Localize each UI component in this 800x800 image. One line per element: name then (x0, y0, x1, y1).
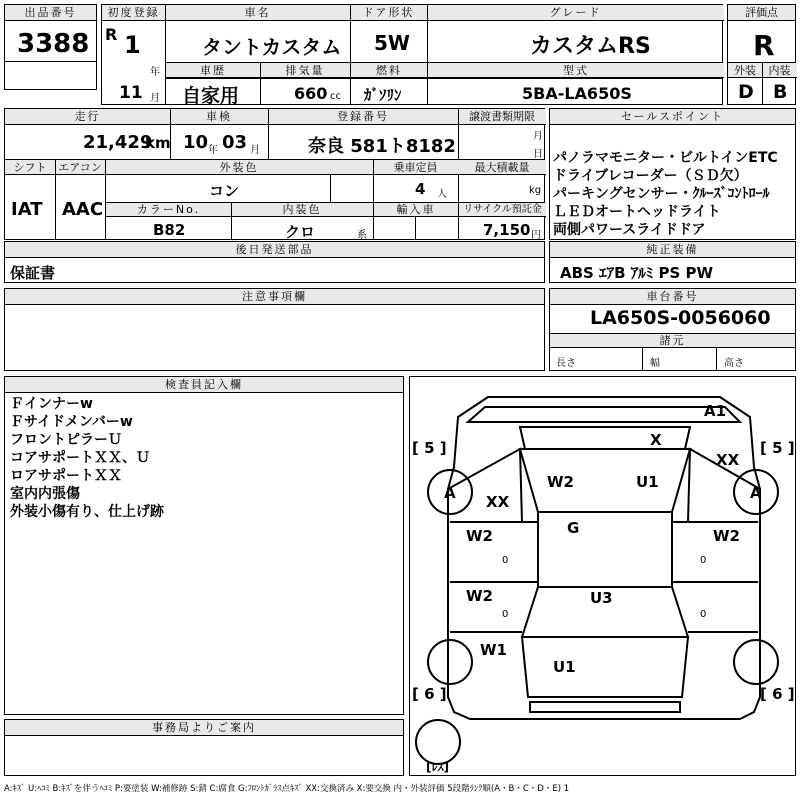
mark-rear-panel: U1 (553, 658, 576, 676)
max-load-label: 最大積載量 (458, 160, 546, 175)
inspector-line: コアサポートＸＸ、Ｕ (10, 450, 150, 466)
lot-number: 3388 (17, 29, 90, 59)
mark-left-front-wheel: A (444, 484, 456, 502)
mileage-value: 21,429 (83, 132, 153, 153)
color-no-value: B82 (153, 221, 186, 239)
capacity-value: 4 (415, 180, 426, 198)
later-parts-value: 保証書 (10, 264, 56, 282)
damage-diagram (409, 376, 796, 776)
vehicle-info-box (101, 4, 723, 105)
int-label: 内装 (762, 63, 797, 78)
tag-front-left: [ 5 ] (412, 439, 447, 457)
recycle-label: リサイクル預託金 (459, 203, 546, 217)
mark-windshield: X (650, 431, 662, 449)
dim-height: 高さ (724, 358, 744, 369)
model-name: タントカスタム (202, 35, 342, 59)
reg-label: 登録番号 (268, 109, 458, 125)
shift-value: IAT (11, 199, 43, 220)
inspector-line: Ｆサイドメンバーw (10, 414, 133, 430)
int-color-label: 内装色 (231, 203, 373, 217)
type-value: 5BA-LA650S (522, 84, 632, 103)
mark-roof-rear: U3 (590, 589, 613, 607)
ac-label: エアコン (55, 160, 105, 175)
insp-year: 10 (183, 132, 209, 153)
int-color-unit: 系 (357, 230, 367, 241)
inspector-line: フロントピラーＵ (10, 432, 122, 448)
recycle-unit: 円 (531, 230, 541, 241)
sales-point-item: 両側パワースライドドア (553, 222, 706, 238)
score-label: 評価点 (728, 5, 795, 21)
mark-left-rear-fender: W1 (480, 641, 507, 659)
inspector-notes (10, 395, 164, 521)
sales-point-item: パーキングセンサー・ｸﾙｰｽﾞｺﾝﾄﾛｰﾙ (553, 186, 770, 202)
mark-zero: 0 (502, 555, 509, 566)
mark-bonnet-left: W2 (547, 473, 574, 491)
mileage-unit: km (145, 134, 171, 152)
capacity-label: 乗車定員 (373, 160, 458, 175)
first-reg-year: 1 (124, 31, 141, 59)
inspector-line: Ｆインナーw (10, 396, 93, 412)
sales-points-label: セールスポイント (550, 109, 795, 125)
history-label: 車歴 (166, 63, 260, 78)
capacity-unit: 人 (437, 189, 447, 200)
tag-rear-left: [ 6 ] (412, 685, 447, 703)
mark-left-front-door: W2 (466, 527, 493, 545)
mark-zero: 0 (700, 609, 707, 620)
tag-front-right: [ 5 ] (760, 439, 795, 457)
mark-zero: 0 (700, 555, 707, 566)
doors-value: 5W (374, 31, 410, 55)
fuel-label: 燃料 (351, 63, 427, 78)
max-load-unit: kg (529, 185, 542, 196)
dim-width: 幅 (650, 358, 660, 369)
mark-bonnet-right: U1 (636, 473, 659, 491)
chassis-box (549, 288, 796, 371)
legend-text: A:ｷｽﾞ U:ﾍｺﾐ B:ｷｽﾞを伴うﾍｺﾐ P:要塗装 W:補修跡 S:錆 C:腐食 G:ﾌﾛﾝﾄｶﾞﾗｽ点ｷｽﾞ XX:交換済み X:要交換 内・外装評価 5段階ﾗﾝｸ順(A・B・C・D・E) 1 (4, 784, 570, 794)
score-box (727, 4, 796, 105)
sales-point-item: パノラマモニター・ビルトインETC (553, 150, 778, 166)
equipment-box (549, 241, 796, 283)
first-reg-month: 11 (119, 83, 143, 103)
recycle-value: 7,150 (483, 221, 531, 239)
transfer-label: 譲渡書類期限 (458, 109, 546, 125)
doors-label: ドア形状 (350, 5, 427, 21)
chassis-number: LA650S-0056060 (590, 307, 771, 329)
insp-month: 03 (222, 132, 248, 153)
mark-right-front-wheel: A (750, 484, 762, 502)
displacement-unit: cc (330, 91, 341, 102)
insp-year-unit: 年 (208, 145, 218, 156)
mark-right-fender: XX (716, 451, 740, 469)
insp-month-unit: 月 (250, 145, 260, 156)
sales-points-list (553, 149, 778, 239)
lot-label: 出品番号 (5, 5, 96, 21)
first-reg-label: 初度登録 (102, 5, 165, 21)
dims-label: 諸元 (550, 334, 795, 348)
lot-box (4, 4, 97, 90)
mark-zero: 0 (502, 609, 509, 620)
mark-left-fender: XX (486, 493, 510, 511)
office-label: 事務局よりご案内 (5, 720, 403, 736)
grade-label: グレード (427, 5, 724, 21)
tag-rear-right: [ 6 ] (760, 685, 795, 703)
displacement-value: 660 (294, 84, 328, 103)
mileage-label: 走行 (5, 109, 170, 125)
history-value: 自家用 (182, 85, 240, 107)
spare-label: [ﾚｽ] (426, 760, 449, 774)
dim-length: 長さ (556, 358, 576, 369)
mark-roof-center: G (567, 519, 580, 537)
reg-number: 奈良 581ト8182 (308, 136, 456, 157)
year-unit: 年 (150, 67, 160, 78)
lot-divider (5, 61, 96, 62)
inspector-line: 外装小傷有り、仕上げ跡 (10, 504, 164, 520)
model-label: 車名 (165, 5, 350, 21)
inspector-line: 室内内張傷 (10, 486, 80, 502)
shift-label: シフト (5, 160, 55, 175)
transfer-month-unit: 月 (533, 131, 543, 142)
transfer-day-unit: 日 (533, 149, 543, 160)
grade-value: カスタムRS (530, 34, 651, 59)
inspector-label: 検査員記入欄 (5, 377, 403, 393)
import-label: 輸入車 (374, 203, 458, 217)
inspection-label: 車検 (170, 109, 268, 125)
equipment-value: ABS ｴｱB ｱﾙﾐ PS PW (560, 264, 714, 282)
type-label: 型式 (428, 63, 724, 78)
fuel-value: ｶﾞｿﾘﾝ (364, 86, 402, 104)
int-grade: B (773, 81, 788, 103)
later-parts-label: 後日発送部品 (5, 242, 544, 258)
ext-grade: D (738, 81, 754, 103)
notes-box (4, 288, 545, 371)
inspector-box (4, 376, 404, 715)
ext-color-value: コン (209, 182, 240, 200)
chassis-label: 車台番号 (550, 289, 795, 305)
spec-box (4, 108, 545, 240)
equipment-label: 純正装備 (550, 242, 795, 258)
sales-point-item: ＬＥＤオートヘッドライト (553, 204, 721, 220)
score-value: R (753, 29, 775, 62)
month-unit: 月 (150, 93, 160, 104)
ext-label: 外装 (728, 63, 762, 78)
mark-right-front-door: W2 (713, 527, 740, 545)
ac-value: AAC (62, 199, 104, 220)
color-no-label: カラーNo. (106, 203, 231, 217)
mark-front-bumper: A1 (704, 402, 727, 420)
displacement-label: 排気量 (260, 63, 350, 78)
sales-points-box (549, 108, 796, 240)
notes-label: 注意事項欄 (5, 289, 544, 305)
mark-left-rear-door: W2 (466, 587, 493, 605)
inspector-line: ロアサポートＸＸ (10, 468, 122, 484)
sales-point-item: ドライブレコーダー（ＳＤ欠） (553, 168, 748, 184)
era: R (105, 25, 118, 44)
car-diagram-svg (410, 377, 797, 777)
ext-color-label: 外装色 (105, 160, 373, 175)
office-box (4, 719, 404, 776)
later-parts-box (4, 241, 545, 283)
int-color-value: クロ (285, 223, 316, 241)
